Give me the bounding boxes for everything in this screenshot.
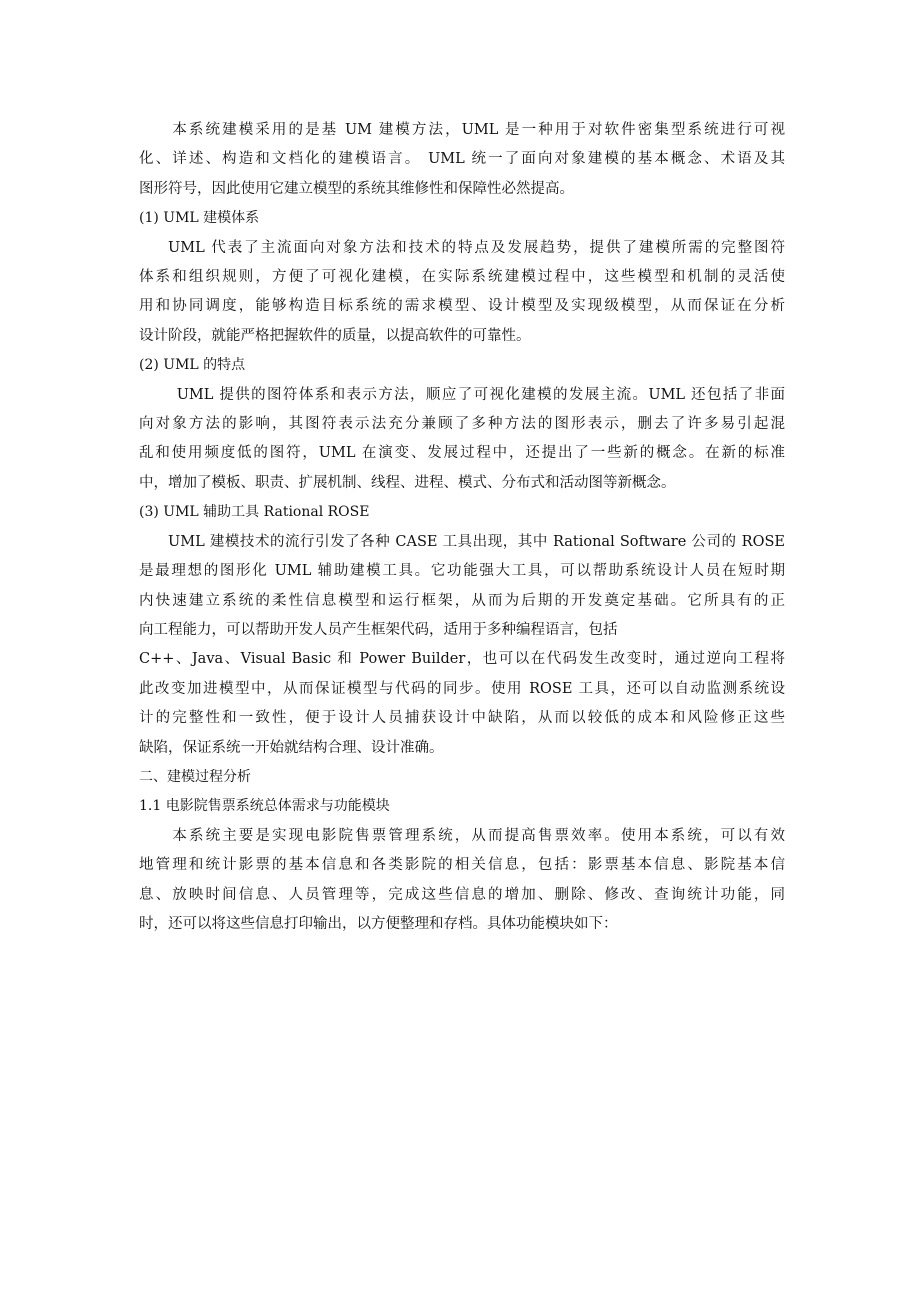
text-line: 设计阶段，就能严格把握软件的质量，以提高软件的可靠性。 [139,327,531,344]
uml-system-paragraph [139,234,785,352]
text-line: UML 提供的图符体系和表示方法，顺应了可视化建模的发展主流。UML 还包括了非面 [176,386,785,403]
text-line: 本系统建模采用的是基 UM 建模方法，UML 是一种用于对软件密集型系统进行可视 [172,122,785,138]
text-line: 中，增加了模板、职责、扩展机制、线程、进程、模式、分布式和活动图等新概念。 [139,474,676,491]
document-page [139,116,785,939]
text-line: 地管理和统计影票的基本信息和各类影院的相关信息，包括：影票基本信息、影院基本信 [139,857,785,874]
text-line: 乱和使用频度低的图符，UML 在演变、发展过程中，还提出了一些新的概念。在新的标准 [139,445,785,462]
text-line: 体系和组织规则，方便了可视化建模，在实际系统建模过程中，这些模型和机制的灵活使 [139,269,785,286]
text-line: 向工程能力，可以帮助开发人员产生框架代码，适用于多种编程语言，包括 [139,621,618,638]
cinema-requirements-paragraph [139,822,785,940]
chapter-heading-modeling-analysis: 二、建模过程分析 [139,768,251,785]
text-line: 图形符号，因此使用它建立模型的系统其维修性和保障性必然提高。 [139,180,574,197]
section-heading-cinema-requirements: 1.1 电影院售票系统总体需求与功能模块 [139,798,390,815]
section-heading-rational-rose: (3) UML 辅助工具 Rational ROSE [139,504,370,521]
uml-features-paragraph [139,381,785,499]
text-line: 化、详述、构造和文档化的建模语言。 UML 统一了面向对象建模的基本概念、术语及其 [139,151,785,168]
text-line: 本系统主要是实现电影院售票管理系统，从而提高售票效率。使用本系统，可以有效 [172,827,785,844]
text-line: 计的完整性和一致性，便于设计人员捕获设计中缺陷，从而以较低的成本和风险修正这些 [139,710,785,727]
text-line: 内快速建立系统的柔性信息模型和运行框架，从而为后期的开发奠定基础。它所具有的正 [139,592,785,609]
text-line: C++、Java、Visual Basic 和 Power Builder，也可以在代码发生改变时，通过逆向工程将 [139,651,785,668]
intro-paragraph [139,116,785,204]
text-line: 息、放映时间信息、人员管理等，完成这些信息的增加、删除、修改、查询统计功能，同 [139,886,785,903]
text-line: 是最理想的图形化 UML 辅助建模工具。它功能强大工具，可以帮助系统设计人员在短时期 [139,563,785,580]
text-line: UML 建模技术的流行引发了各种 CASE 工具出现，其中 Rational Software 公司的 ROSE [168,533,785,550]
text-line: 用和协同调度，能够构造目标系统的需求模型、设计模型及实现级模型，从而保证在分析 [139,298,785,315]
text-line: 时，还可以将这些信息打印输出，以方便整理和存档。具体功能模块如下： [139,915,618,932]
text-line: 此改变加进模型中，从而保证模型与代码的同步。使用 ROSE 工具，还可以自动监测系统设 [139,680,785,697]
rational-rose-paragraph [139,528,785,763]
section-heading-uml-features: (2) UML 的特点 [139,357,246,374]
text-line: 缺陷，保证系统一开始就结构合理、设计准确。 [139,739,444,756]
text-line: 向对象方法的影响，其图符表示法充分兼顾了多种方法的图形表示，删去了许多易引起混 [139,416,785,433]
section-heading-uml-system: (1) UML 建模体系 [139,210,260,227]
text-line: UML 代表了主流面向对象方法和技术的特点及发展趋势，提供了建模所需的完整图符 [168,239,785,256]
